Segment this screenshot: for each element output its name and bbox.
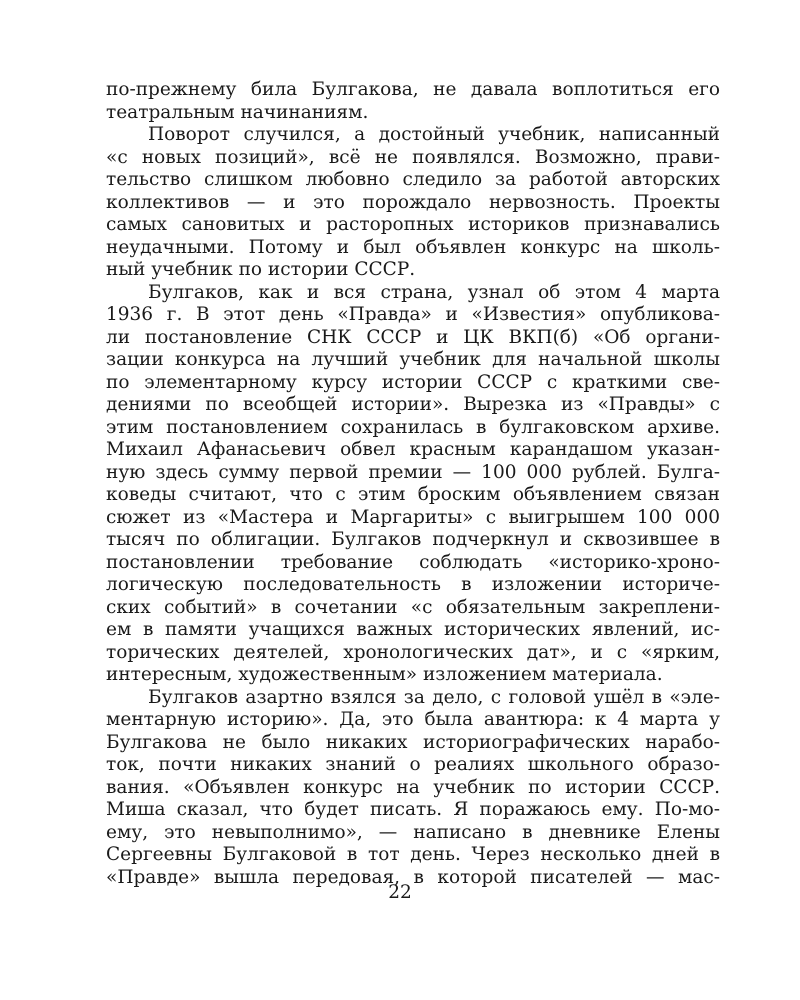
text-line: ток, почти никаких знаний о реалиях школьного образо- <box>106 754 720 775</box>
text-line: ный учебник по истории СССР. <box>106 259 416 280</box>
text-line: зации конкурса на лучший учебник для начальной школы <box>106 349 720 370</box>
text-line: Михаил Афанасьевич обвел красным карандашом указан- <box>106 439 720 460</box>
text-line: коведы считают, что с этим броским объявлением связан <box>106 484 720 505</box>
text-line: ему, это невыполнимо», — написано в дневнике Елены <box>106 821 720 843</box>
text-line: ли постановление СНК СССР и ЦК ВКП(б) «Об органи- <box>106 326 720 348</box>
text-line: интересным, художественным» изложением материала. <box>106 664 663 685</box>
text-line: логическую последовательность в изложении историче- <box>106 574 720 595</box>
text-line: постановлении требование соблюдать «историко-хроно- <box>106 551 720 573</box>
text-line: Миша сказал, что будет писать. Я поражаюсь ему. По-мо- <box>106 799 720 820</box>
text-line: торических деятелей, хронологических дат», и с «ярким, <box>106 641 720 663</box>
text-line: ем в памяти учащихся важных исторических явлений, ис- <box>106 619 720 640</box>
text-line: «с новых позиций», всё не появлялся. Возможно, прави- <box>106 146 720 168</box>
text-line: неудачными. Потому и был объявлен конкурс на школь- <box>106 236 720 258</box>
text-line: Булгаков азартно взялся за дело, с головой ушёл в «эле- <box>148 686 720 708</box>
text-line: ских событий» в сочетании «с обязательным закреплени- <box>106 596 720 618</box>
text-line: дениями по всеобщей истории». Вырезка из «Правды» с <box>106 394 720 415</box>
text-line: тысяч по облигации. Булгаков подчеркнул и сквозившее в <box>106 529 720 550</box>
body-text <box>106 79 720 889</box>
text-line: Булгакова не было никаких историографических нарабо- <box>106 731 720 753</box>
text-line: тельство слишком любовно следило за работой авторских <box>106 169 720 190</box>
text-line: театральным начинаниям. <box>106 101 369 123</box>
text-line: коллективов — и это порождало нервозность. Проекты <box>106 191 720 213</box>
text-line: по-прежнему била Булгакова, не давала воплотиться его <box>106 79 720 100</box>
text-line: этим постановлением сохранилась в булгаковском архиве. <box>106 416 720 438</box>
text-line: 1936 г. В этот день «Правда» и «Известия» опубликова- <box>106 304 720 325</box>
text-line: сюжет из «Мастера и Маргариты» с выигрышем 100 000 <box>106 506 720 528</box>
text-line: по элементарному курсу истории СССР с краткими све- <box>106 371 720 393</box>
text-line: Сергеевны Булгаковой в тот день. Через несколько дней в <box>106 844 720 865</box>
text-line: самых сановитых и расторопных историков признавались <box>106 214 720 235</box>
text-line: ную здесь сумму первой премии — 100 000 рублей. Булга- <box>106 461 720 483</box>
text-line: ментарную историю». Да, это была авантюра: к 4 марта у <box>106 709 720 730</box>
text-line: Поворот случился, а достойный учебник, написанный <box>148 124 720 145</box>
text-line: Булгаков, как и вся страна, узнал об этом 4 марта <box>148 281 720 303</box>
page-number: 22 <box>388 882 412 903</box>
text-line: вания. «Объявлен конкурс на учебник по истории СССР. <box>106 776 720 798</box>
text-line: «Правде» вышла передовая, в которой писателей — мас- <box>106 866 720 888</box>
